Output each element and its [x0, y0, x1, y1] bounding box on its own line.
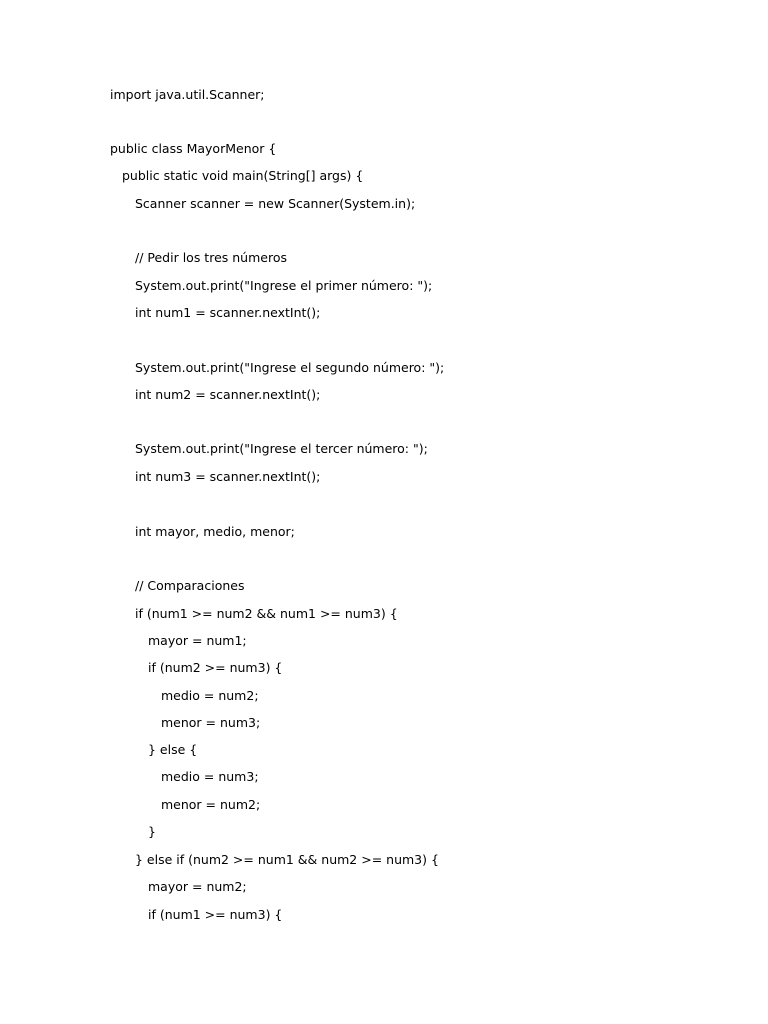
code-line-mayor-num1: mayor = num1; [148, 633, 247, 648]
code-line-close-brace: } [148, 824, 156, 839]
code-line-menor-num2: menor = num2; [161, 797, 261, 812]
code-line-print-first: System.out.print("Ingrese el primer número: "); [135, 278, 433, 293]
code-line-if-num1-num3: if (num1 >= num3) { [148, 907, 283, 922]
code-line-if-num1: if (num1 >= num2 && num1 >= num3) { [135, 606, 398, 621]
code-line-read-num1: int num1 = scanner.nextInt(); [135, 305, 321, 320]
code-line-class-declaration: public class MayorMenor { [110, 141, 277, 156]
code-line-medio-num2: medio = num2; [161, 688, 259, 703]
code-line-read-num2: int num2 = scanner.nextInt(); [135, 387, 321, 402]
code-line-medio-num3: medio = num3; [161, 769, 259, 784]
code-line-main-method: public static void main(String[] args) { [122, 168, 364, 183]
code-line-print-second: System.out.print("Ingrese el segundo número: "); [135, 360, 445, 375]
code-line-comment-input: // Pedir los tres números [135, 250, 287, 265]
code-line-declare-vars: int mayor, medio, menor; [135, 524, 295, 539]
code-line-read-num3: int num3 = scanner.nextInt(); [135, 469, 321, 484]
code-line-else: } else { [148, 742, 198, 757]
code-line-import: import java.util.Scanner; [110, 87, 265, 102]
code-line-menor-num3: menor = num3; [161, 715, 261, 730]
code-line-comment-compare: // Comparaciones [135, 578, 245, 593]
code-line-if-num2-num3: if (num2 >= num3) { [148, 660, 283, 675]
code-line-scanner: Scanner scanner = new Scanner(System.in); [135, 196, 416, 211]
code-line-print-third: System.out.print("Ingrese el tercer número: "); [135, 441, 428, 456]
code-line-else-if-num2: } else if (num2 >= num1 && num2 >= num3) { [135, 852, 439, 867]
code-line-mayor-num2: mayor = num2; [148, 879, 247, 894]
